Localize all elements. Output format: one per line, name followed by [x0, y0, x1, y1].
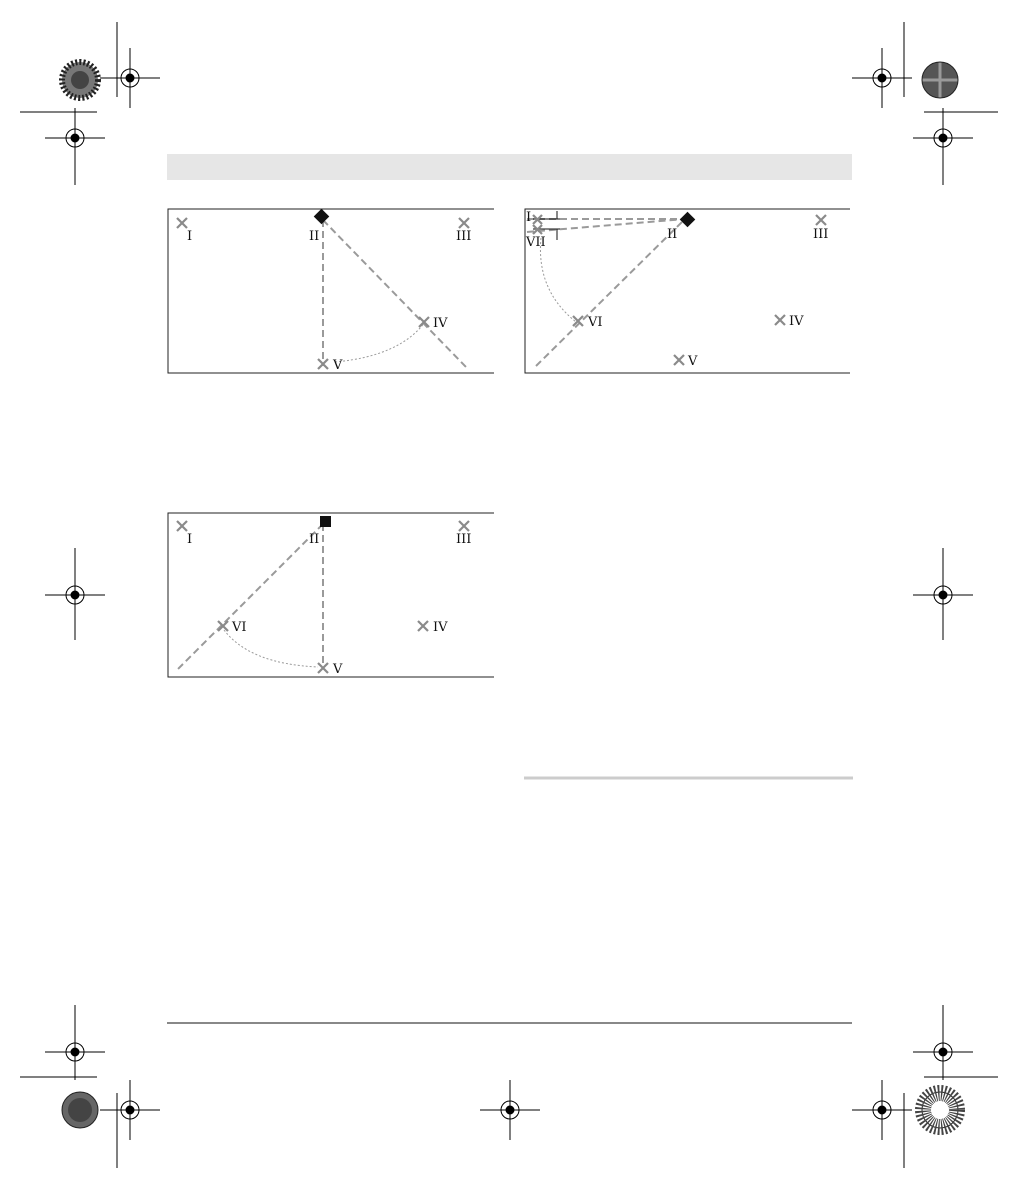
label-V: V	[688, 354, 698, 369]
marker-I	[177, 521, 187, 531]
marker-IV	[775, 315, 785, 325]
label-IV: IV	[789, 314, 804, 329]
laser-device-diamond	[680, 212, 696, 228]
crosshair-target	[913, 548, 973, 640]
crosshair-target	[45, 548, 105, 640]
label-III: III	[456, 229, 472, 244]
figure-top-right	[525, 209, 850, 373]
crosshair-target	[852, 1080, 912, 1140]
crosshair-target	[913, 108, 973, 185]
marker-I	[177, 218, 187, 228]
crosshair-target	[45, 108, 105, 185]
figure-bottom-left	[168, 513, 494, 677]
label-V: V	[333, 662, 343, 677]
label-I: I	[187, 229, 193, 244]
figure-frame	[168, 513, 494, 677]
laser-line-diagonal	[536, 219, 685, 366]
label-III: III	[813, 227, 829, 242]
arc-line	[224, 630, 318, 667]
header-band	[167, 154, 852, 180]
label-I: I	[526, 210, 532, 225]
laser-line-to-VII	[527, 219, 685, 232]
marker-III	[816, 215, 826, 225]
calibration-wheel	[922, 1092, 958, 1128]
label-IV: IV	[433, 316, 448, 331]
calibration-wheel	[62, 62, 98, 98]
marker-V	[318, 359, 328, 369]
label-II: II	[309, 532, 320, 547]
crosshair-target	[100, 1080, 160, 1140]
label-VI: VI	[232, 620, 247, 635]
crosshair-target	[45, 1005, 105, 1080]
marker-IV	[419, 317, 429, 327]
label-II: II	[667, 227, 678, 242]
crosshair-target	[480, 1080, 540, 1140]
calibration-wheel	[922, 62, 958, 98]
marker-VI	[218, 621, 228, 631]
label-I: I	[187, 532, 193, 547]
marker-III	[459, 218, 469, 228]
label-III: III	[456, 532, 472, 547]
marker-V	[674, 355, 684, 365]
marker-V	[318, 663, 328, 673]
registration-marks	[20, 22, 998, 1168]
label-II: II	[309, 229, 320, 244]
label-IV: IV	[433, 620, 448, 635]
figure-top-left	[168, 209, 494, 373]
laser-line-diagonal	[323, 220, 466, 367]
laser-device-square	[320, 516, 331, 527]
laser-line-diagonal	[178, 524, 323, 669]
figure-frame	[525, 209, 850, 373]
arc-line	[335, 322, 425, 362]
calibration-wheel	[62, 1092, 98, 1128]
crosshair-target	[913, 1005, 973, 1080]
marker-IV	[418, 621, 428, 631]
label-V: V	[333, 358, 343, 373]
figure-frame	[168, 209, 494, 373]
laser-device-diamond	[314, 209, 330, 225]
label-VI: VI	[588, 315, 603, 330]
label-VII: VII	[526, 235, 546, 250]
crosshair-target	[100, 48, 160, 108]
crosshair-target	[852, 48, 912, 108]
arc-line	[540, 238, 576, 322]
marker-III	[459, 521, 469, 531]
